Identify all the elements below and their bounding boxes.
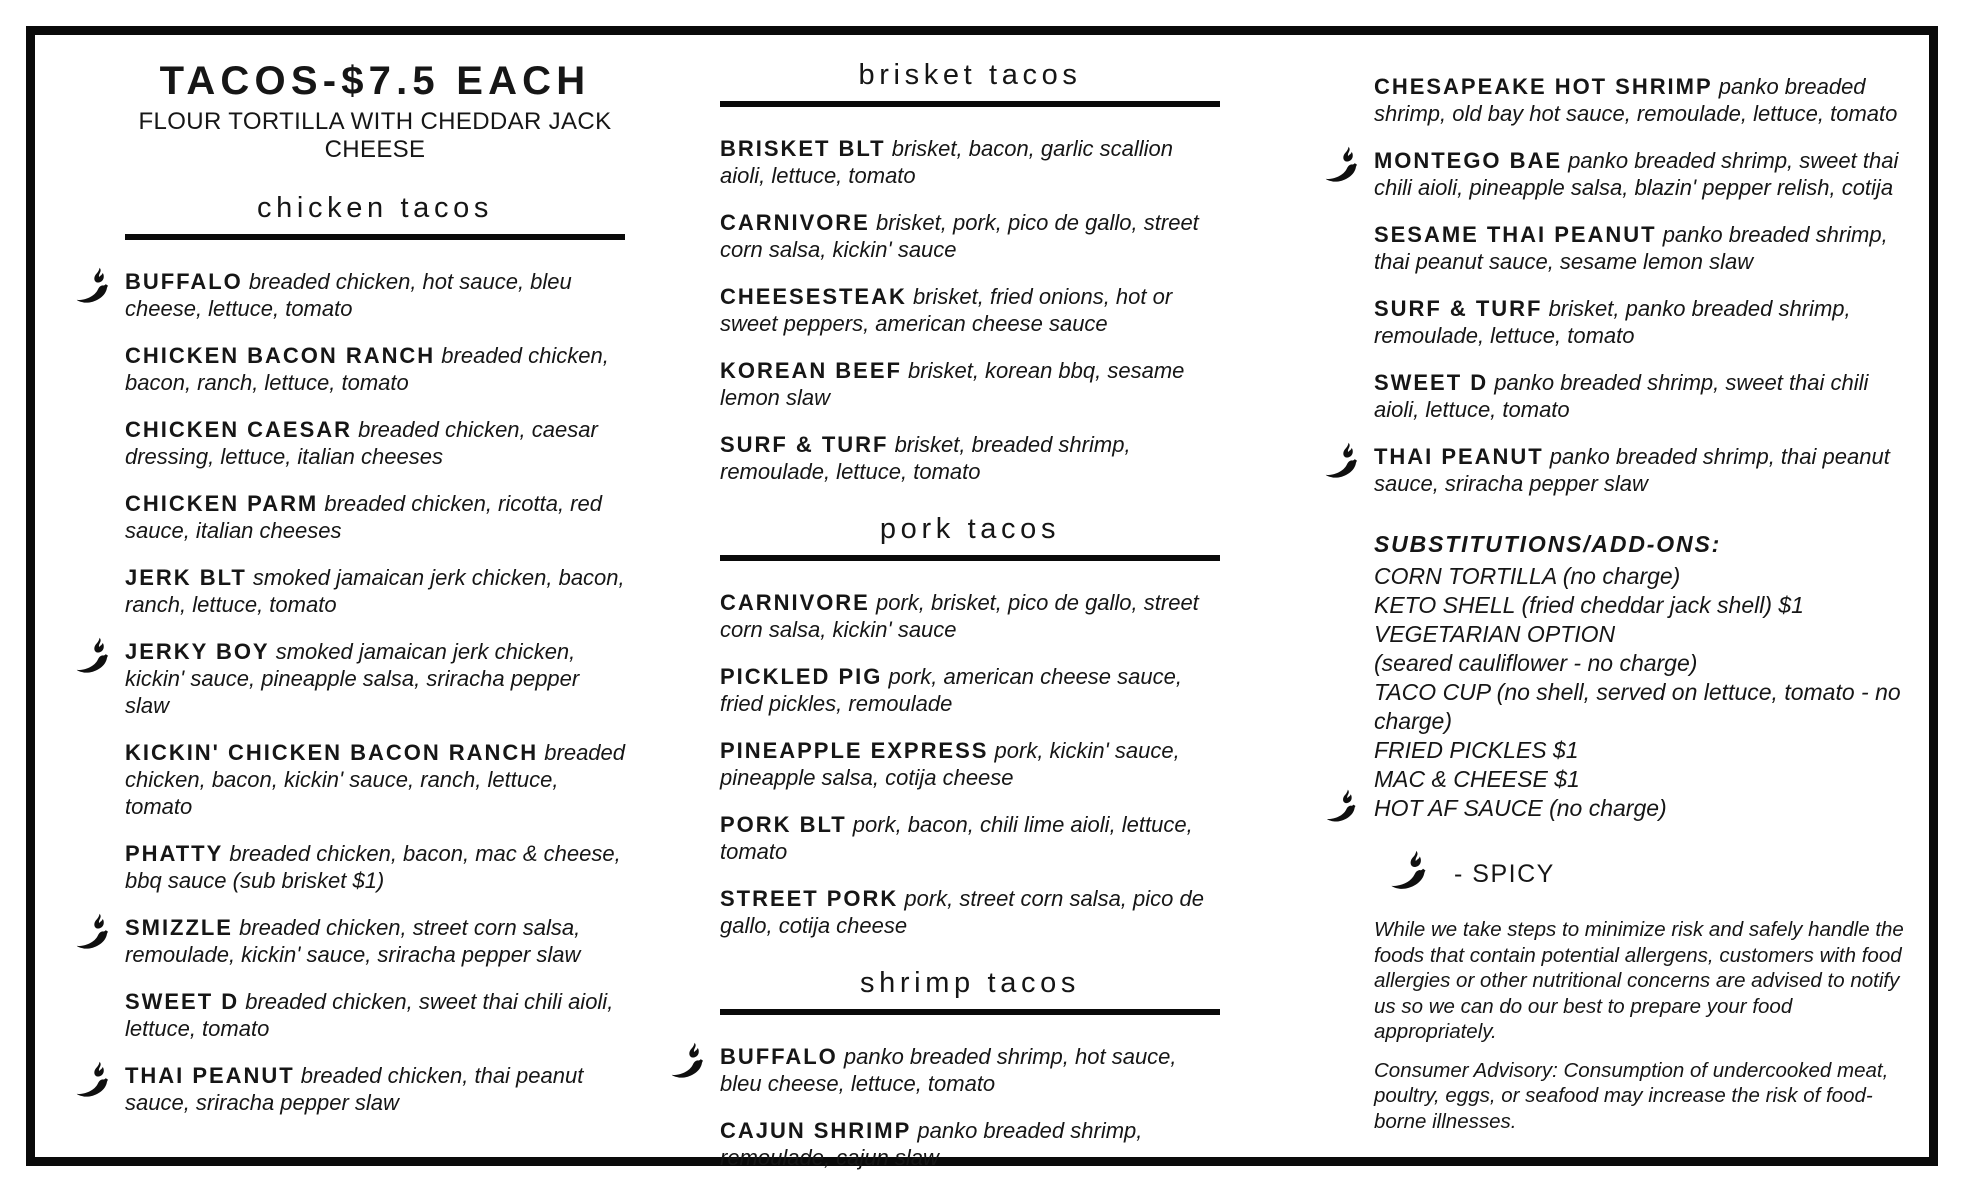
item-desc: panko breaded shrimp, thai peanut sauce, sriracha pepper slaw [1374,444,1890,496]
substitution-line [1374,736,1909,765]
menu-item [125,914,625,968]
substitution-text: TACO CUP (no shell, served on lettuce, tomato - no charge) [1374,679,1901,734]
spicy-legend [1380,849,1909,899]
item-desc: pork, kickin' sauce, pineapple salsa, cotija cheese [720,738,1180,790]
item-name: CHICKEN CAESAR [125,417,352,442]
substitution-line [1374,765,1909,794]
menu-item [1374,221,1909,275]
column-content-middle [720,59,1220,1171]
spicy-pepper-icon [67,266,115,312]
item-name: PINEAPPLE EXPRESS [720,738,989,763]
item-name: CARNIVORE [720,210,870,235]
menu-item [720,811,1220,865]
substitution-line [1374,794,1909,823]
item-name: KOREAN BEEF [720,358,902,383]
item-desc: panko breaded shrimp, sweet thai chili aioli, lettuce, tomato [1374,370,1869,422]
item-desc: panko breaded shrimp, thai peanut sauce, sesame lemon slaw [1374,222,1888,274]
item-name: BRISKET BLT [720,136,886,161]
item-desc: breaded chicken, bacon, kickin' sauce, ranch, lettuce, tomato [125,740,626,819]
column-chicken [65,49,625,1157]
item-name: KICKIN' CHICKEN BACON RANCH [125,740,539,765]
menu-item [1374,369,1909,423]
item-name: CHEESESTEAK [720,284,907,309]
menu-item [720,209,1220,263]
column-brisket-pork-shrimp [720,49,1220,1170]
item-desc: pork, bacon, chili lime aioli, lettuce, tomato [720,812,1193,864]
column-content-left [125,192,625,1116]
item-desc: breaded chicken, sweet thai chili aioli, lettuce, tomato [125,989,614,1041]
spicy-pepper-icon [1318,788,1362,830]
substitution-line [1374,620,1909,649]
item-desc: brisket, bacon, garlic scallion aioli, lettuce, tomato [720,136,1173,188]
item-desc: panko breaded shrimp, hot sauce, bleu cheese, lettuce, tomato [720,1044,1177,1096]
item-name: BUFFALO [125,269,243,294]
menu-header [125,59,625,164]
menu-item [720,357,1220,411]
substitution-line [1374,678,1909,736]
section-heading: shrimp tacos [720,967,1220,1015]
item-name: SWEET D [1374,370,1489,395]
substitutions-block [1374,531,1909,823]
menu-item [720,431,1220,485]
item-name: CARNIVORE [720,590,870,615]
page-title: TACOS-$7.5 EACH [159,59,591,103]
item-name: STREET PORK [720,886,899,911]
item-desc: brisket, pork, pico de gallo, street corn salsa, kickin' sauce [720,210,1199,262]
item-name: CAJUN SHRIMP [720,1118,912,1143]
substitutions-list [1374,562,1909,823]
item-name: CHICKEN PARM [125,491,319,516]
substitution-text: (seared cauliflower - no charge) [1374,650,1698,676]
item-name: PORK BLT [720,812,847,837]
item-name: CHICKEN BACON RANCH [125,343,436,368]
menu-item [1374,295,1909,349]
menu-item [1374,147,1909,201]
item-desc: panko breaded shrimp, old bay hot sauce, remoulade, lettuce, tomato [1374,74,1898,126]
spicy-pepper-icon [67,912,115,958]
menu-item [125,564,625,618]
section-heading: pork tacos [720,513,1220,561]
substitution-text: HOT AF SAUCE (no charge) [1374,795,1667,821]
substitution-line [1374,649,1909,678]
item-desc: brisket, panko breaded shrimp, remoulade, lettuce, tomato [1374,296,1851,348]
item-desc: panko breaded shrimp, sweet thai chili aioli, pineapple salsa, blazin' pepper relish, cotija [1374,148,1899,200]
substitution-line [1374,591,1909,620]
item-desc: breaded chicken, bacon, mac & cheese, bbq sauce (sub brisket $1) [125,841,621,893]
menu-item [720,1117,1220,1171]
item-desc: brisket, korean bbq, sesame lemon slaw [720,358,1185,410]
menu-item [125,1062,625,1116]
allergen-disclaimer: While we take steps to minimize risk and safely handle the foods that contain potential allergens, customers with food allergies or other nutritional concerns are advised to notify us so we can do our best to prepare your food appropriately. [1374,918,1904,1043]
item-desc: breaded chicken, hot sauce, bleu cheese, lettuce, tomato [125,269,572,321]
section-heading: brisket tacos [720,59,1220,107]
spicy-pepper-icon [662,1041,710,1087]
item-desc: brisket, breaded shrimp, remoulade, lettuce, tomato [720,432,1131,484]
item-name: THAI PEANUT [125,1063,295,1088]
substitutions-heading: SUBSTITUTIONS/ADD-ONS: [1374,531,1722,557]
item-name: JERK BLT [125,565,247,590]
item-desc: pork, brisket, pico de gallo, street corn salsa, kickin' sauce [720,590,1199,642]
menu-item [125,739,625,820]
substitution-text: MAC & CHEESE $1 [1374,766,1580,792]
menu-item [1374,443,1909,497]
item-name: BUFFALO [720,1044,838,1069]
item-name: MONTEGO BAE [1374,148,1563,173]
menu-item [720,283,1220,337]
item-desc: panko breaded shrimp, remoulade, cajun slaw [720,1118,1143,1170]
item-name: SURF & TURF [1374,296,1543,321]
substitution-text: CORN TORTILLA (no charge) [1374,563,1681,589]
item-desc: brisket, fried onions, hot or sweet peppers, american cheese sauce [720,284,1173,336]
menu-item [720,589,1220,643]
menu-item [125,988,625,1042]
item-desc: pork, american cheese sauce, fried pickles, remoulade [720,664,1182,716]
menu-item [125,268,625,322]
substitution-text: VEGETARIAN OPTION [1374,621,1616,647]
spicy-pepper-icon [67,1060,115,1106]
item-name: JERKY BOY [125,639,270,664]
menu-item [1374,73,1909,127]
menu-item [720,885,1220,939]
substitution-text: FRIED PICKLES $1 [1374,737,1579,763]
column-shrimp-extras [1312,49,1909,1157]
item-desc: breaded chicken, street corn salsa, remoulade, kickin' sauce, sriracha pepper slaw [125,915,581,967]
menu-item [125,840,625,894]
item-desc: breaded chicken, thai peanut sauce, sriracha pepper slaw [125,1063,584,1115]
menu-item [720,1043,1220,1097]
substitution-text: KETO SHELL (fried cheddar jack shell) $1 [1374,592,1804,618]
item-desc: smoked jamaican jerk chicken, kickin' sauce, pineapple salsa, sriracha pepper slaw [125,639,580,718]
menu-item [720,737,1220,791]
item-desc: breaded chicken, ricotta, red sauce, italian cheeses [125,491,602,543]
menu-frame [26,26,1938,1170]
menu-item [125,638,625,719]
menu-item [125,490,625,544]
menu-item [125,416,625,470]
item-name: PHATTY [125,841,224,866]
menu-item [720,135,1220,189]
item-desc: smoked jamaican jerk chicken, bacon, ranch, lettuce, tomato [125,565,625,617]
item-name: SMIZZLE [125,915,233,940]
menu-item [720,663,1220,717]
item-name: PICKLED PIG [720,664,883,689]
item-name: CHESAPEAKE HOT SHRIMP [1374,74,1713,99]
menu-item [125,342,625,396]
spicy-pepper-icon [1316,145,1364,191]
item-name: SURF & TURF [720,432,889,457]
item-desc: breaded chicken, bacon, ranch, lettuce, tomato [125,343,609,395]
spicy-pepper-icon [1316,441,1364,487]
menu-columns [35,35,1929,1170]
item-desc: pork, street corn salsa, pico de gallo, cotija cheese [720,886,1204,938]
item-name: SESAME THAI PEANUT [1374,222,1657,247]
column-content-right [1374,73,1909,497]
page-subtitle: FLOUR TORTILLA WITH CHEDDAR JACK CHEESE [138,108,612,163]
spicy-pepper-icon [1380,849,1434,899]
consumer-advisory: Consumer Advisory: Consumption of undercooked meat, poultry, eggs, or seafood may increase the risk of food-borne illnesses. [1374,1058,1889,1133]
substitution-line [1374,562,1909,591]
section-heading: chicken tacos [125,192,625,240]
spicy-pepper-icon [67,636,115,682]
item-name: SWEET D [125,989,240,1014]
item-name: THAI PEANUT [1374,444,1544,469]
item-desc: breaded chicken, caesar dressing, lettuce, italian cheeses [125,417,598,469]
spicy-legend-label: - SPICY [1454,859,1555,888]
